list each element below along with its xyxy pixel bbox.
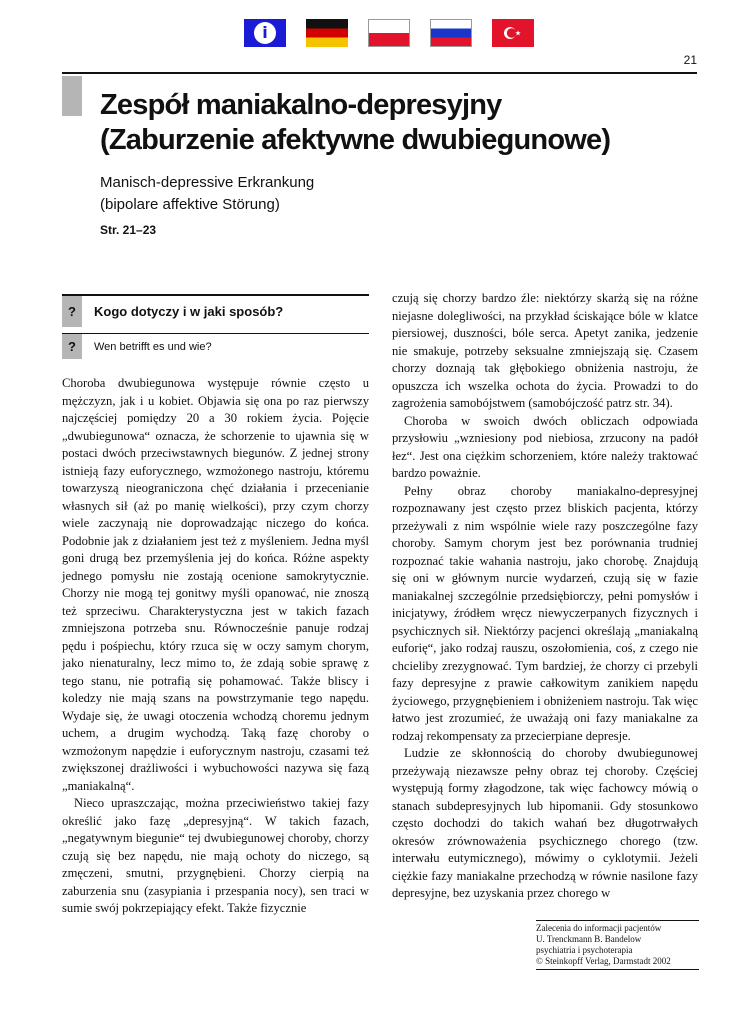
paragraph: czują się chorzy bardzo źle: niektórzy skarżą się na różne niejasne dolegliwości, na przykład ściskające bóle w klatce piersiowej, duszności, bóle serca. Apetyt zanika, jedzenie nie smakuje, potrzeby seksualne zmniejszają się. Czasem chorzy doznają tak głębokiego obniżenia nastroju, że opuszcza ich wszelka ochota do życia. Prowadzi to do zagrożenia samobójstwem (samobójczość patrz str. 34).: [392, 291, 698, 410]
subtitle-line-1: Manisch-depressive Erkrankung: [100, 174, 315, 191]
question-text: Kogo dotyczy i w jaki sposób?: [94, 304, 284, 319]
subtitle-line-2: (bipolare affektive Störung): [100, 196, 280, 213]
footer-line: psychiatria i psychoterapia: [536, 945, 633, 955]
title-marker: [62, 76, 82, 116]
question-mark-icon-german: ?: [62, 334, 82, 359]
paragraph: Nieco upraszczając, można przeciwieństwo takiej fazy określić jako fazę „depresyjną“. W takich fazach, „negatywnym biegunie“ tej dwubiegunowej choroby, chorzy czują się bez napędu, nie mają ochoty do niczego, są zmęczeni, smutni, przygnębieni. Chorzy cierpią na zaburzenia snu (zasypiania i przespania nocy), sen traci w sumie swój pokrzepiający efekt. Także fizycznie: [62, 796, 369, 915]
language-flags: [244, 19, 534, 47]
left-column: [62, 375, 369, 918]
german-flag-icon[interactable]: [306, 19, 348, 47]
russian-flag-icon[interactable]: [430, 19, 472, 47]
german-subtitle: [100, 172, 314, 216]
page-number: 21: [683, 53, 697, 67]
crescent-star-icon: [501, 24, 525, 42]
pages-reference: Str. 21–23: [100, 223, 157, 237]
paragraph: Pełny obraz choroby maniakalno-depresyjnej rozpoznawany jest często przez bliskich pacjenta, którzy przeżywali z nim wspólnie wiele razy poszczególne fazy choroby. Samym chorym jest bez porównania trudniej rozpoznać takie wahania nastroju, jako chorobę. Znajdują się oni w głównym nurcie wydarzeń, czują się w fazie maniakalnej szczególnie przedsiębiorczy, pełni pomysłów i inicjatywy, źródłem wręcz niewyczerpanych fizycznych i psychicznych sił. Niektórzy pacjenci określają „maniakalną euforię“, jako rodzaj rauszu, oszołomienia, coś, z czego nie chcieliby zrezygnować. Tym bardziej, że chorzy ci przebyli fazy depresyjne z prawie całkowitym zanikiem napędu życiowego, przygnębieniem i obniżeniem nastroju. Tak więc łatwo jest zrozumieć, że uważają oni fazy maniakalne za rodzaj rekompensaty za przecierpiane depresje.: [392, 483, 698, 743]
question-box: [62, 294, 369, 359]
publisher-footer: [536, 920, 699, 970]
footer-line: U. Trenckmann B. Bandelow: [536, 934, 642, 944]
title-line-2: (Zaburzenie afektywne dwubiegunowe): [100, 124, 611, 156]
top-rule: [62, 72, 697, 74]
footer-line: © Steinkopff Verlag, Darmstadt 2002: [536, 956, 671, 966]
info-flag-icon[interactable]: [244, 19, 286, 47]
polish-flag-icon[interactable]: [368, 19, 410, 47]
paragraph: Choroba dwubiegunowa występuje równie często u mężczyzn, jak i u kobiet. Objawia się ona po raz pierwszy najczęściej pomiędzy 20 a 30 rokiem życia. Pojęcie „dwubiegunowa“ oznacza, że schorzenie to ujawnia się w postaci dwóch przeciwstawnych biegunów. Z jednej strony istnieją fazy euforycznego, wzmożonego nastroju, któremu towarzyszą nieograniczona chęć działania i przecenianie własnych sił (aż po manię wielkości), przy czym chorzy wiele zaczynają nie doprowadzając niczego do końca. Podobnie jak z działaniem jest też z myśleniem. Jedna myśl goni drugą bez przemyślenia jej do końca. Różne aspekty jednego pomysłu nie zostają ocenione samokrytycznie. Chorzy nie mogą tej gonitwy myśli opanować, nie znoszą też sprzeciwu. Charakterystyczna jest w takich fazach zmniejszona potrzeba snu. Równocześnie panuje rodzaj pędu i pośpiechu, który rzuca się w oczy samym chorym, jako nienaturalny, lecz mimo to, że zdają sobie sprawę z tego stanu, nie potrafią się pohamować. Także bliscy i koledzy nie mają szans na powstrzymanie tego napędu. Wydaje się, że uwagi otoczenia wchodzą choremu jednym uchem, a drugim wychodzą. Taką fazę choroby o wzmożonym napędzie i euforycznym nastroju, czasami też zwiększonej drażliwości i wybuchowości nazywa się fazą „maniakalną“.: [62, 376, 369, 793]
turkish-flag-icon[interactable]: [492, 19, 534, 47]
paragraph: Ludzie ze skłonnością do choroby dwubiegunowej przeżywają niezawsze pełny obraz tej choroby. Częściej występują formy złagodzone, tak więc fachowcy mówią o stanach subdepresyjnych lub hipomanii. Gdy stosunkowo często dochodzi do takich wahań bez długotrwałych okresów zrównoważenia psychicznego chorego (tzw. interwału eutymicznego), mówimy o cyklotymii. Jeżeli ciężkie fazy maniakalne przechodzą w równie nasilone fazy depresyjne, bez uzyskania przez chorego w: [392, 746, 698, 900]
question-heading: [62, 296, 369, 327]
paragraph: Choroba w swoich dwóch obliczach odpowiada przysłowiu „wzniesiony pod niebiosa, zrzucony na padół łez“. Jest ona ciężkim schorzeniem, które należy traktować bardzo poważnie.: [392, 413, 698, 480]
right-column: [392, 290, 698, 903]
question-mark-icon: ?: [62, 296, 82, 327]
question-heading-german: [62, 333, 369, 359]
title-line-1: Zespół maniakalno-depresyjny: [100, 89, 502, 121]
question-text-german: Wen betrifft es und wie?: [94, 340, 212, 353]
page-title: [100, 88, 700, 158]
info-icon: i: [254, 22, 276, 44]
footer-line: Zalecenia do informacji pacjentów: [536, 923, 662, 933]
